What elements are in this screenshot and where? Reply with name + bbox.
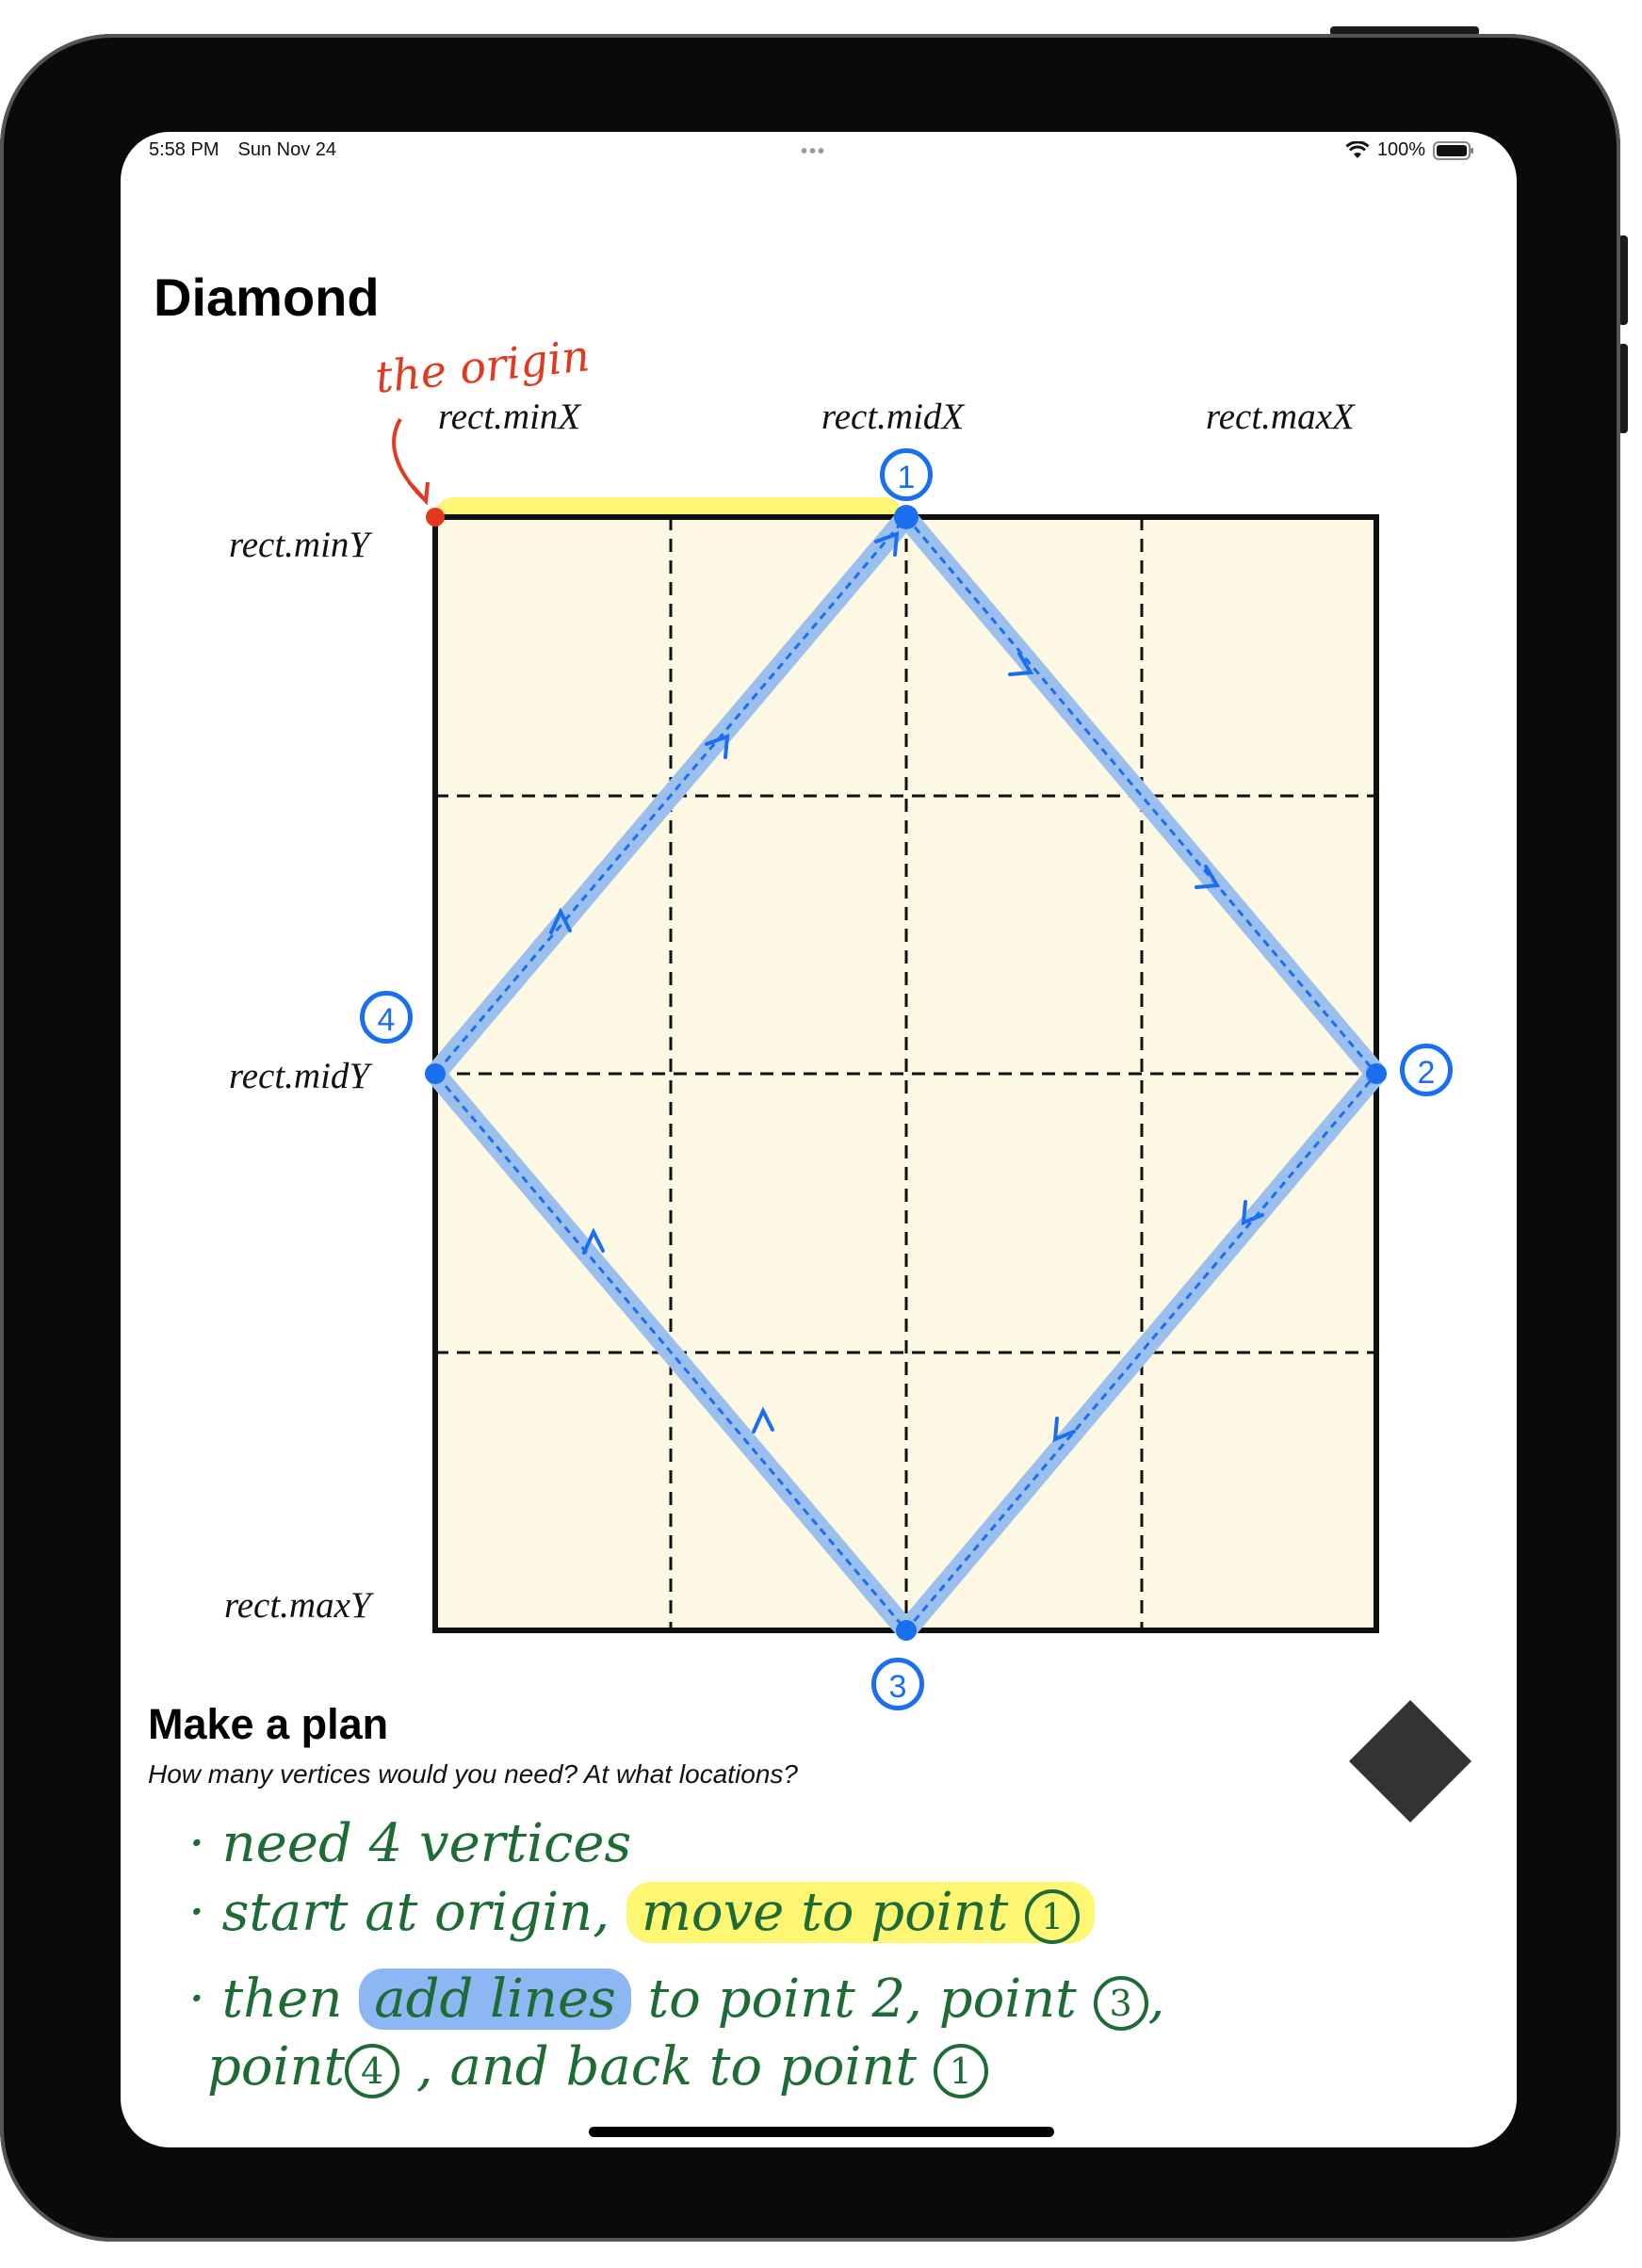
note-line-3-start: · then <box>188 1968 343 2030</box>
label-rect-midy: rect.midY <box>229 1056 370 1096</box>
battery-percentage: 100% <box>1376 139 1425 160</box>
origin-dot <box>426 508 445 526</box>
note-line-2-highlight <box>626 1882 1095 1943</box>
note-line-4-num: 4 <box>345 2044 399 2098</box>
diamond-preview-icon <box>1349 1700 1471 1822</box>
origin-annotation: the origin <box>372 330 593 403</box>
status-time: 5:58 PM <box>149 139 219 160</box>
note-line-3-rest: to point 2, point <box>647 1968 1077 2030</box>
vertex-2-dot <box>1366 1063 1387 1084</box>
page-title: Diamond <box>154 267 380 327</box>
status-date: Sun Nov 24 <box>237 139 336 160</box>
note-line-3-num: 3 <box>1094 1976 1148 2031</box>
vertex-2-label: 2 <box>1400 1044 1453 1096</box>
plan-title: Make a plan <box>148 1700 389 1748</box>
label-rect-maxy: rect.maxY <box>224 1585 371 1626</box>
vertex-1-dot <box>894 505 919 529</box>
vertex-3-label: 3 <box>871 1658 924 1710</box>
note-line-2-num: 1 <box>1025 1889 1080 1944</box>
note-line-1-text: · need 4 vertices <box>188 1813 632 1874</box>
label-rect-miny: rect.minY <box>229 525 370 565</box>
home-indicator[interactable] <box>589 2127 1054 2137</box>
note-line-2 <box>188 1882 1095 1944</box>
multitasking-dots[interactable]: ••• <box>801 141 827 162</box>
vertex-4-dot <box>425 1063 446 1084</box>
note-line-2-move: move to point <box>641 1882 1009 1943</box>
label-rect-minx: rect.minX <box>438 397 581 437</box>
vertex-1-label: 1 <box>880 448 933 501</box>
note-line-4-rest: , and back to point <box>415 2036 917 2098</box>
note-line-3 <box>188 1968 1164 2031</box>
note-line-1 <box>188 1813 631 1874</box>
vertex-4-label: 4 <box>360 991 413 1044</box>
note-line-4-start: point <box>207 2036 346 2098</box>
note-line-4-num2: 1 <box>934 2044 988 2098</box>
label-rect-maxx: rect.maxX <box>1206 397 1355 437</box>
note-line-4 <box>207 2036 988 2098</box>
note-line-2-start: · start at origin, <box>188 1882 610 1943</box>
note-line-3-highlight: add lines <box>359 1968 631 2030</box>
note-line-3-end: , <box>1147 1968 1165 2030</box>
plan-question: How many vertices would you need? At what locations? <box>148 1759 798 1789</box>
origin-arrow <box>394 419 424 499</box>
label-rect-midx: rect.midX <box>821 397 965 437</box>
vertex-3-dot <box>896 1620 917 1641</box>
